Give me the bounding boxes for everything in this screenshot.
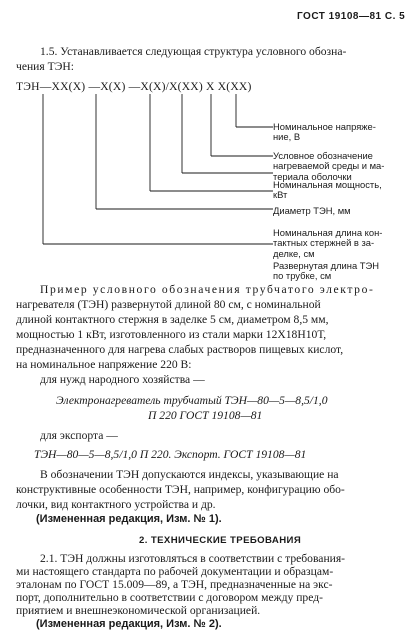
designation-formula: ТЭН—XX(X) —X(X) —X(X)/X(XX) X X(XX)	[16, 80, 252, 93]
example-formula-2: ТЭН—80—5—8,5/1,0 П 220. Экспорт. ГОСТ 19108—81	[34, 448, 307, 461]
example-formula-1a: Электронагреватель трубчатый ТЭН—80—5—8,5/1,0	[56, 394, 328, 407]
page-header: ГОСТ 19108—81 С. 5	[297, 11, 406, 22]
clause-1-5-line-1: 1.5. Устанавливается следующая структура условного обозна-	[40, 45, 347, 58]
label-diameter: Диаметр ТЭН, мм	[273, 205, 351, 216]
note-line-2: конструктивные особенности ТЭН, например, конфигурацию обо-	[16, 483, 345, 496]
example-line-3: длиной контактного стержня в заделке 5 см, диаметром 8,5 мм,	[16, 313, 329, 326]
example-line-1: Пример условного обозначения трубчатого электро-	[40, 283, 375, 296]
section-2-title: 2. ТЕХНИЧЕСКИЕ ТРЕБОВАНИЯ	[139, 535, 302, 546]
clause-2-1-line-2: ми настоящего стандарта по рабочей документации и образцам-	[16, 565, 334, 578]
clause-2-1-line-5: приятием и внешнеэкономической организацией.	[16, 604, 261, 617]
example-line-6: на номинальное напряжение 220 В:	[16, 358, 192, 371]
revision-note-2: (Измененная редакция, Изм. № 2).	[36, 618, 222, 630]
clause-2-1-line-1: 2.1. ТЭН должны изготовляться в соответствии с требования-	[40, 552, 346, 565]
example-line-2: нагревателя (ТЭН) развернутой длиной 80 см, с номинальной	[16, 298, 321, 311]
note-line-3: лочки, вид контактного устройства и др.	[16, 498, 216, 511]
revision-note-1: (Измененная редакция, Изм. № 1).	[36, 513, 222, 525]
example-line-5: предназначенного для нагрева слабых растворов пищевых кислот,	[16, 343, 344, 356]
clause-1-5-line-2: чения ТЭН:	[16, 60, 74, 73]
example-formula-1b: П 220 ГОСТ 19108—81	[148, 409, 263, 422]
label-rated-voltage: Номинальное напряже- ние, В	[273, 121, 376, 143]
label-developed-length: Развернутая длина ТЭН по трубке, см	[273, 260, 380, 282]
example-line-4: мощностью 1 кВт, изготовленного из стали марки 12Х18Н10Т,	[16, 328, 327, 341]
note-line-1: В обозначении ТЭН допускаются индексы, указывающие на	[40, 468, 339, 481]
example-export: для экспорта —	[40, 429, 118, 442]
label-contact-length: Номинальная длина кон- тактных стержней в за- делке, см	[273, 227, 383, 259]
label-medium-material: Условное обозначение нагреваемой среды и ма- териала оболочки	[273, 150, 385, 182]
clause-2-1-line-3: эталонам по ГОСТ 15.009—89, а ТЭН, предназначенные на экс-	[16, 578, 333, 591]
clause-2-1-line-4: порт, дополнительно в соответствии с договором между пред-	[16, 591, 323, 604]
label-rated-power: Номинальная мощность, кВт	[273, 179, 382, 201]
example-domestic: для нужд народного хозяйства —	[40, 373, 205, 386]
